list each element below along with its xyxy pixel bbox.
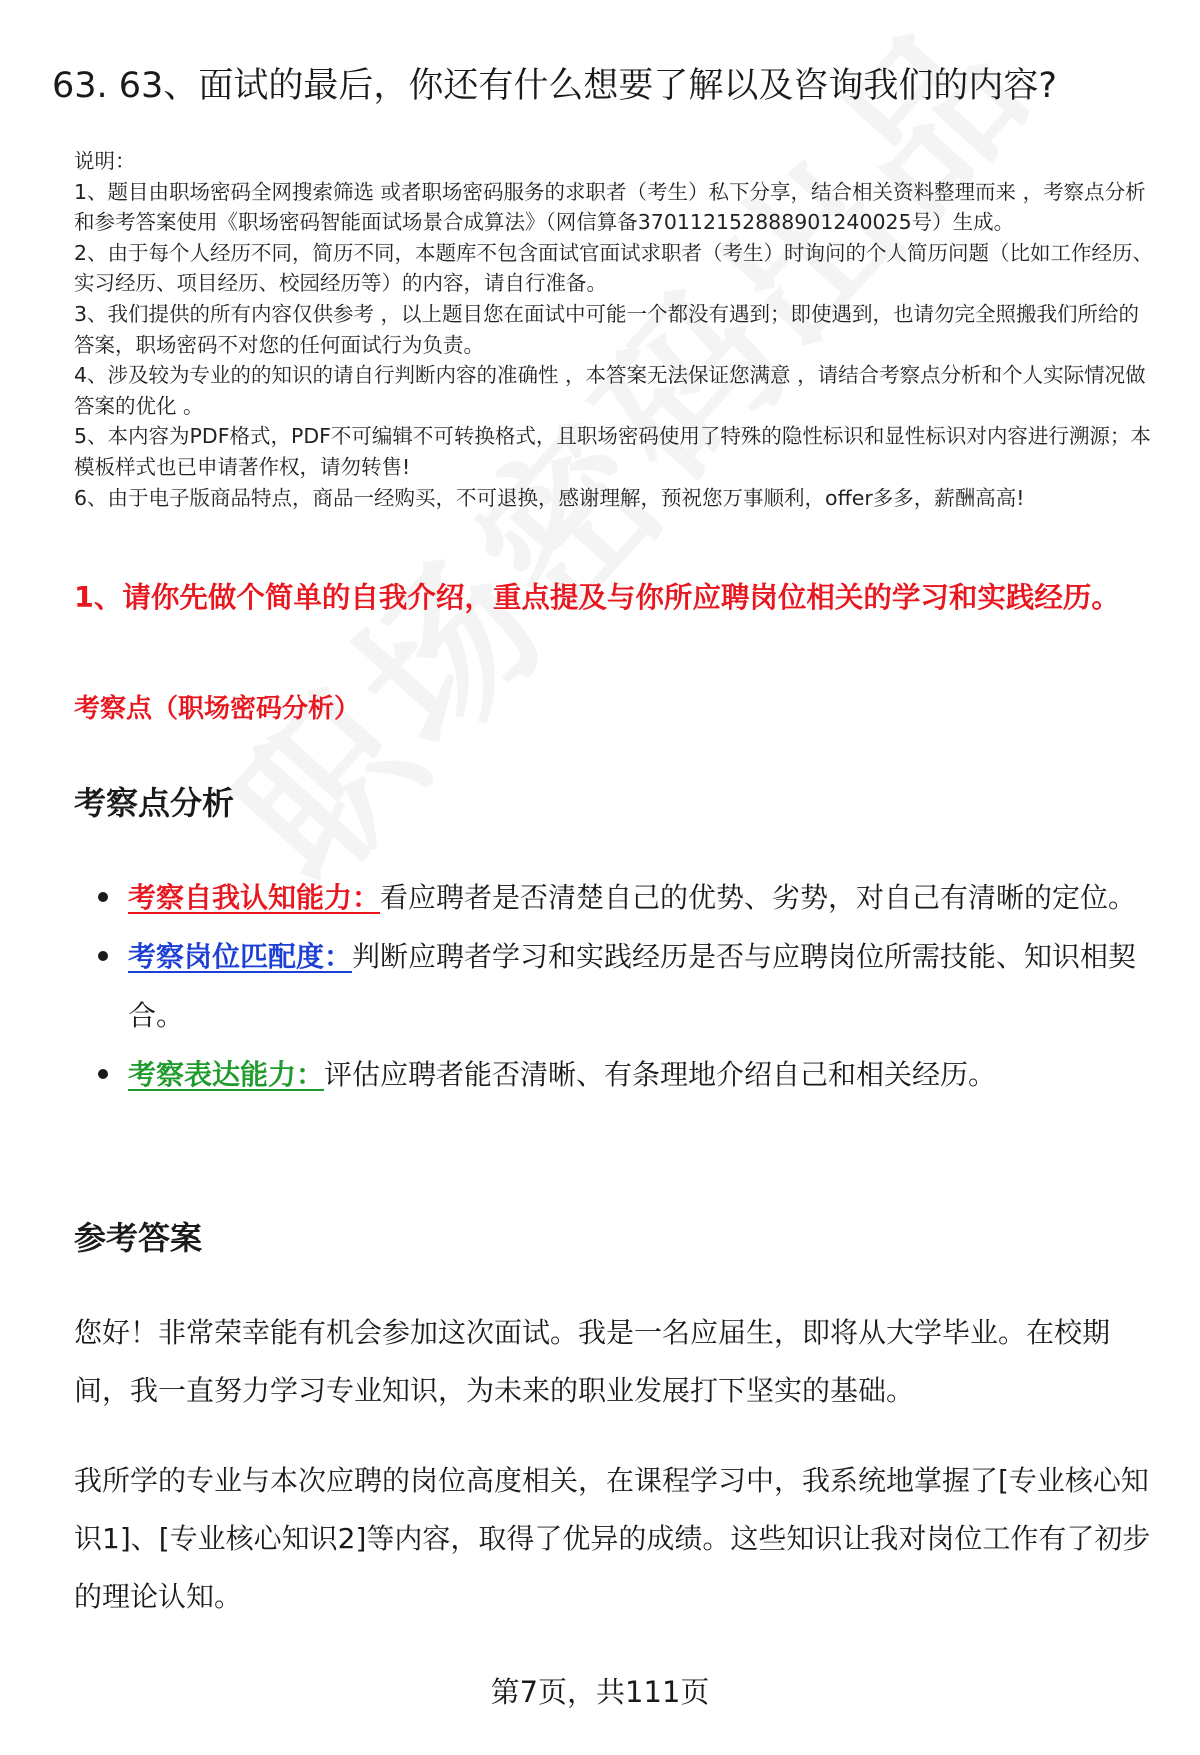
analysis-item-text: 评估应聘者能否清晰、有条理地介绍自己和相关经历。: [324, 1058, 997, 1091]
answer-heading: 参考答案: [74, 1219, 203, 1257]
analysis-item-text: 判断应聘者学习和实践经历是否与应聘岗位所需技能、知识相契合。: [128, 940, 1137, 1032]
answer-paragraph: 我所学的专业与本次应聘的岗位高度相关，在课程学习中，我系统地掌握了[专业核心知识1]、[专业核心知识2]等内容，取得了优异的成绩。这些知识让我对岗位工作有了初步的理论认知。: [74, 1464, 1151, 1613]
analysis-item-title: 考察岗位匹配度：: [128, 940, 353, 973]
analysis-item: [74, 1045, 1144, 1104]
note-item: 3、我们提供的所有内容仅供参考 ，以上题目您在面试中可能一个都没有遇到；即使遇到，也请勿完全照搬我们所给的答案，职场密码不对您的任何面试行为负责。: [74, 301, 1140, 357]
note-item: 2、由于每个人经历不同，简历不同，本题库不包含面试官面试求职者（考生）时询问的个人简历问题（比如工作经历、实习经历、项目经历、校园经历等）的内容，请自行准备。: [74, 240, 1154, 296]
analysis-item-title: 考察自我认知能力：: [128, 881, 381, 914]
note-item: 6、由于电子版商品特点，商品一经购买，不可退换，感谢理解，预祝您万事顺利，offer多多，薪酬高高!: [74, 485, 1025, 510]
notes-block: [74, 146, 1154, 513]
analysis-item: [74, 927, 1144, 1045]
analysis-item-title: 考察表达能力：: [128, 1058, 325, 1091]
analysis-list: [74, 868, 1144, 1104]
notes-heading: 说明：: [74, 149, 136, 173]
answer-paragraph: 您好！非常荣幸能有机会参加这次面试。我是一名应届生，即将从大学毕业。在校期间，我一直努力学习专业知识，为未来的职业发展打下坚实的基础。: [74, 1316, 1111, 1407]
note-item: 1、题目由职场密码全网搜索筛选 或者职场密码服务的求职者（考生）私下分享，结合相关资料整理而来 ，考察点分析和参考答案使用《职场密码智能面试场景合成算法》（网信算备370112152888901240025号）生成。: [74, 179, 1146, 235]
note-item: 5、本内容为PDF格式，PDF不可编辑不可转换格式，且职场密码使用了特殊的隐性标识和显性标识对内容进行溯源；本模板样式也已申请著作权，请勿转售!: [74, 424, 1151, 479]
page-footer: 第7页，共111页: [490, 1675, 710, 1709]
bullet-dot-icon: [98, 951, 108, 961]
exam-point-label: 考察点（职场密码分析）: [74, 694, 361, 724]
note-item: 4、涉及较为专业的的知识的请自行判断内容的准确性 ，本答案无法保证您满意 ，请结合考察点分析和个人实际情况做答案的优化 。: [74, 363, 1146, 418]
analysis-item-text: 看应聘者是否清楚自己的优势、劣势，对自己有清晰的定位。: [380, 881, 1137, 914]
bullet-dot-icon: [98, 1069, 108, 1079]
page-title: 63. 63、面试的最后，你还有什么想要了解以及咨询我们的内容?: [52, 66, 1057, 106]
analysis-heading: 考察点分析: [74, 784, 235, 822]
analysis-item: [74, 868, 1144, 927]
bullet-dot-icon: [98, 892, 108, 902]
question-title: 1、请你先做个简单的自我介绍，重点提及与你所应聘岗位相关的学习和实践经历。: [74, 581, 1120, 614]
